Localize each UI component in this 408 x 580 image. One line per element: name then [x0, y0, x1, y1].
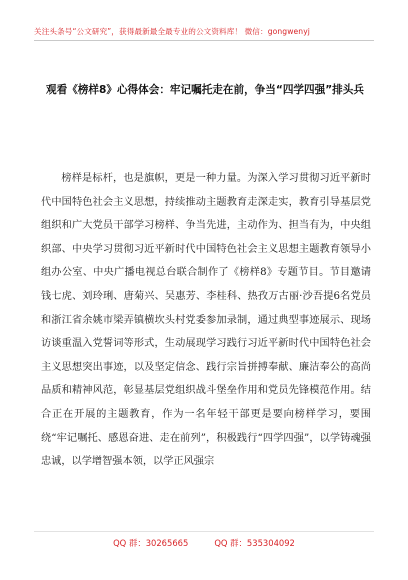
footer-divider: [34, 531, 374, 532]
document-title: 观看《榜样8》心得体会：牢记嘱托走在前，争当“四学四强”排头兵: [46, 84, 364, 96]
body-paragraph: 榜样是标杆，也是旗帜，更是一种力量。为深入学习贯彻习近平新时代中国特色社会主义思想，持续推动主题教育走深走实，教育引导基层党组织和广大党员干部学习榜样、争当先进，主动作为、担当有为，中央组织部、中央学习贯彻习近平新时代中国特色社会主义思想主题教育领导小组办公室、中央广播电视总台联合制作了《榜样8》专题节目。节目邀请钱七虎、刘玲琍、唐菊兴、吴惠芳、李桂科、热孜万古丽·沙吾提6名党员和浙江省余姚市梁弄镇横坎头村党委参加录制，通过典型事迹展示、现场访谈重温入党誓词等形式，生动展现学习践行习近平新时代中国特色社会主义思想突出事迹，以及坚定信念、践行宗旨拼搏奉献、廉洁奉公的高尚品质和精神风范，彰显基层党组织战斗堡垒作用和党员先锋模范作用。结合正在开展的主题教育，作为一名年轻干部更是要向榜样学习，要围绕“牢记嘱托、感恩奋进、走在前列”，积极践行“四学四强”，以学铸魂强忠诚，以学增智强本领，以学正风强宗: [41, 173, 371, 468]
footer: [0, 537, 408, 549]
footer-qq-group-2: QQ 群：535304092: [214, 538, 295, 548]
document-body: [41, 167, 371, 474]
footer-qq-group-1: QQ 群：30265665: [113, 538, 189, 548]
header-divider: [34, 40, 374, 41]
header-banner: 关注头条号“公文研究”，获得最新最全最专业的公文资料库！ 微信：gongwenyj: [34, 27, 310, 36]
